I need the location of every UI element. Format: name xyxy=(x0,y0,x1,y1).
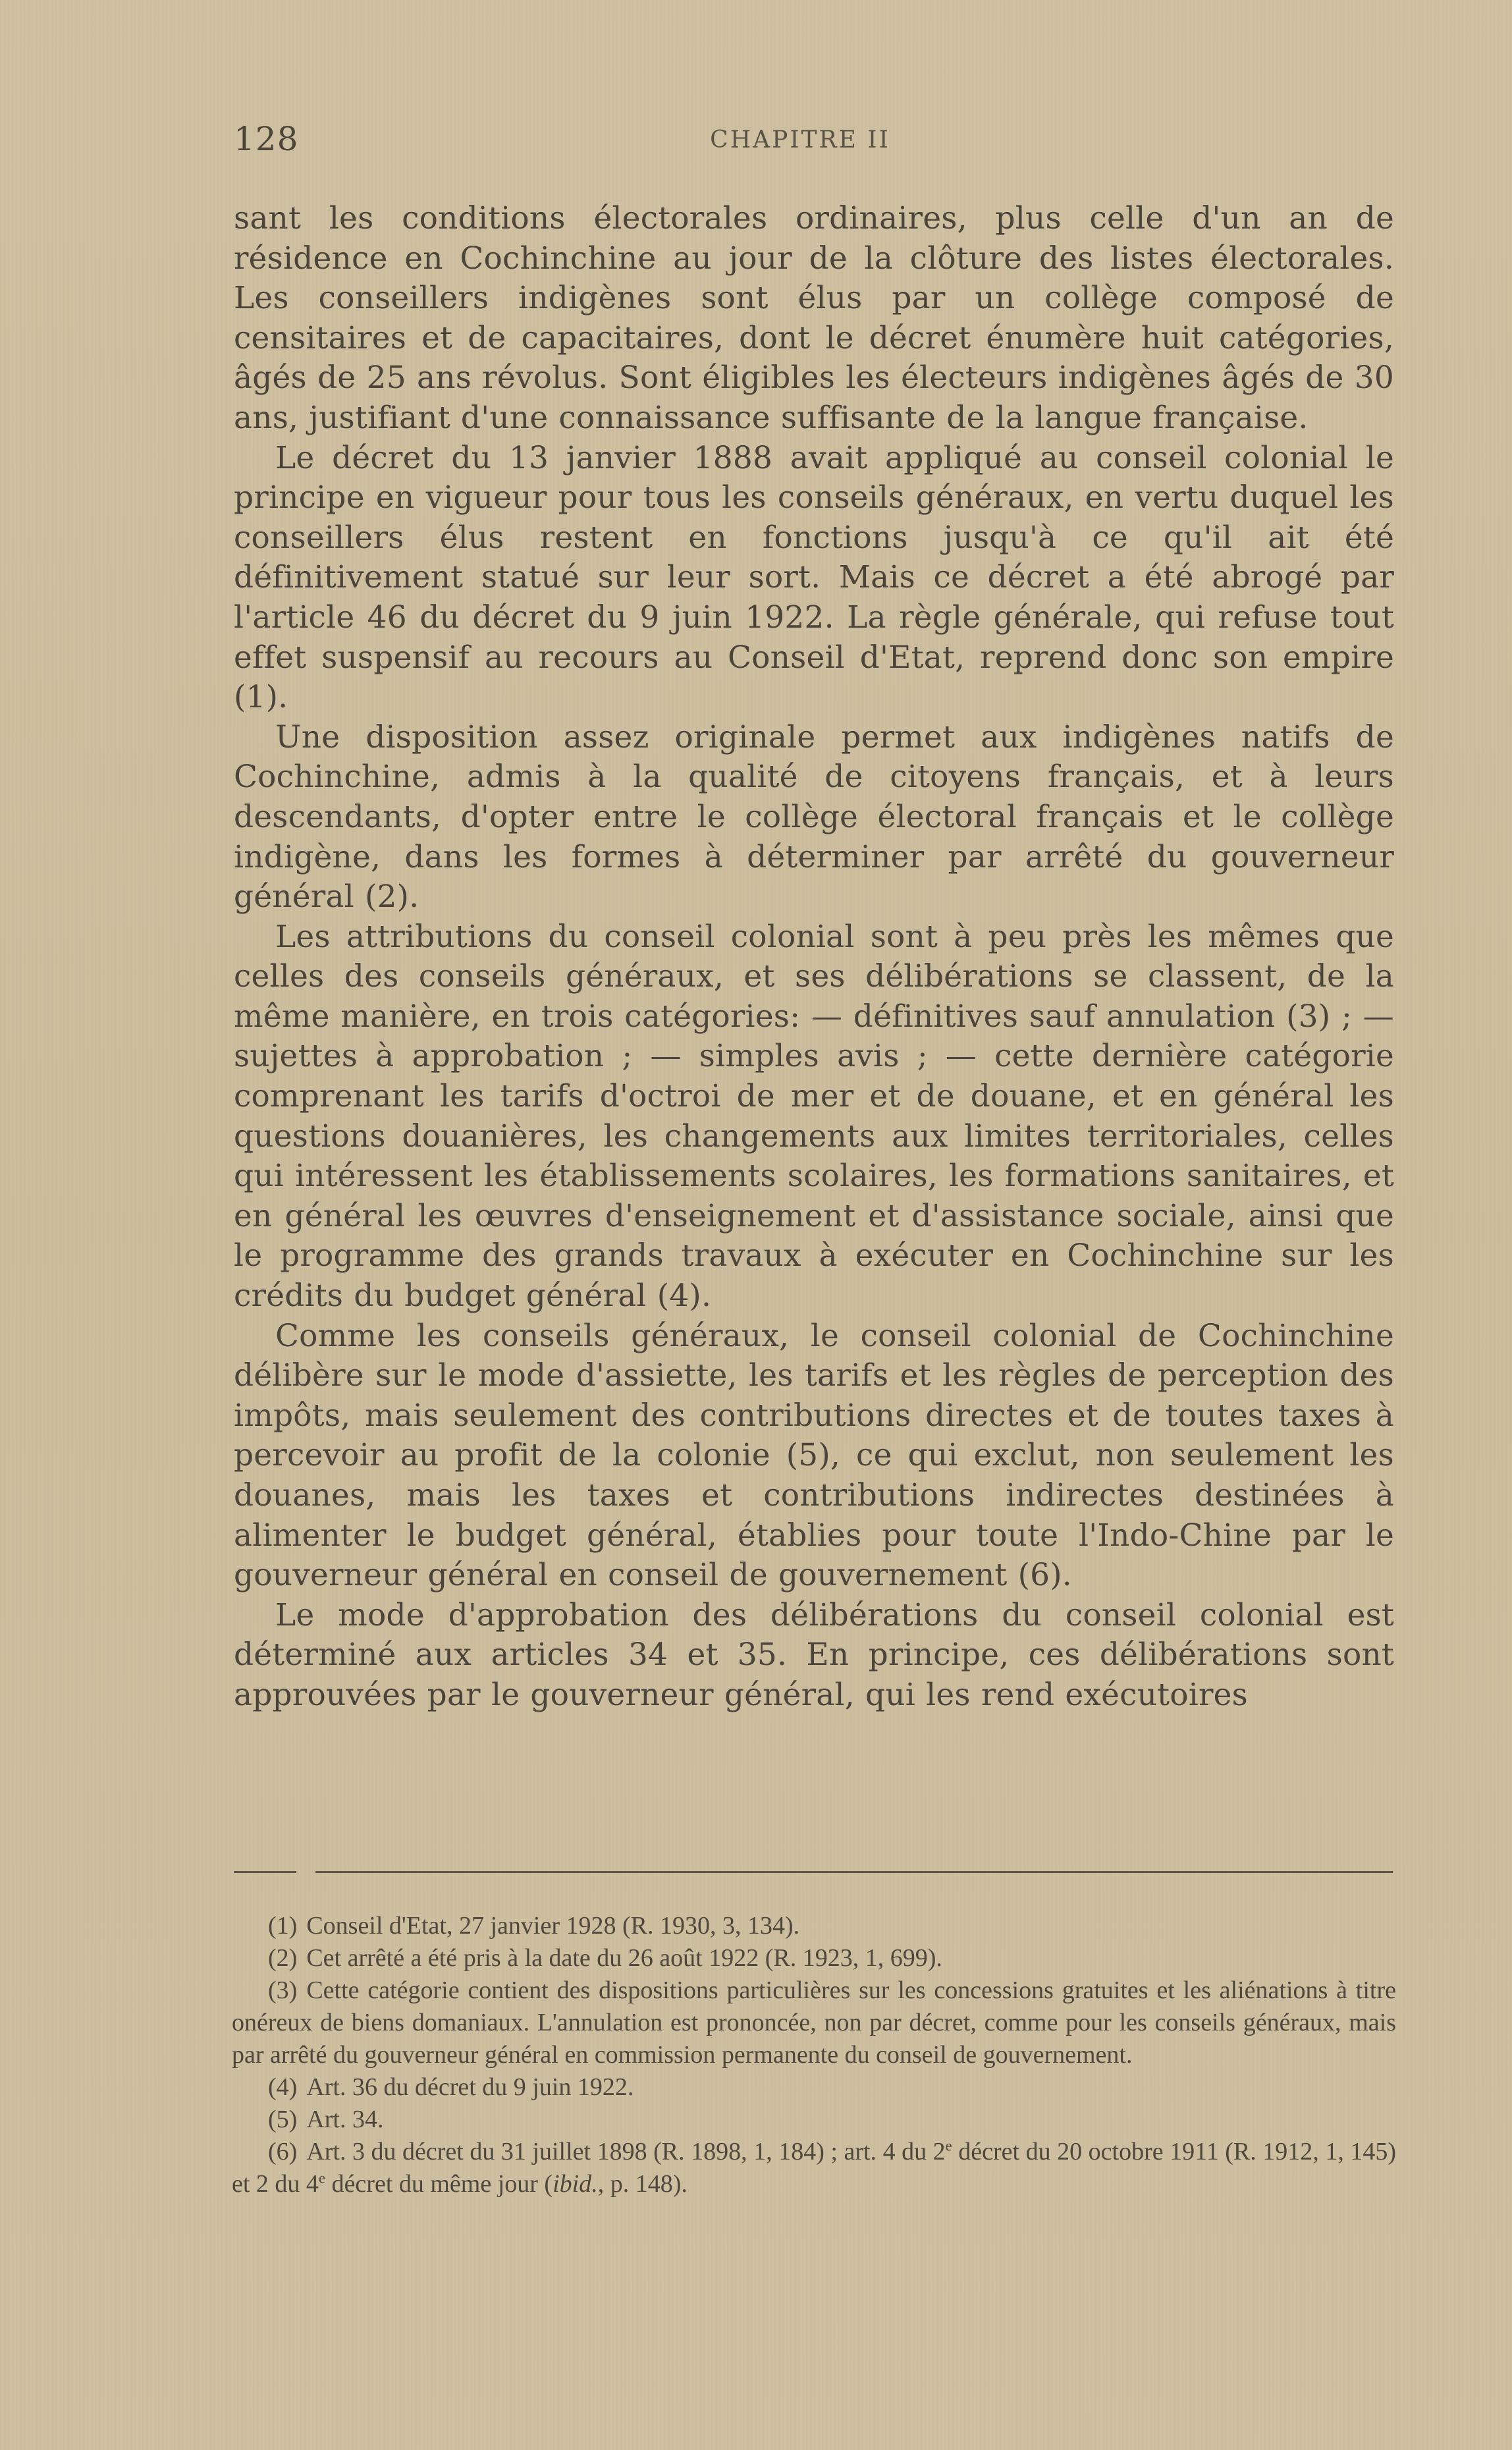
footnote-number: (2) xyxy=(268,1944,298,1972)
paragraph: Les attributions du conseil colonial sont à peu près les mêmes que celles des conseils généraux, et ses délibérations se classent, de la même manière, en trois catégories: — définitives sauf annulation (3) ; — sujettes à approbation ; — simples avis ; — cette dernière catégorie comprenant les tarifs d'octroi de mer et de douane, et en général les questions douanières, les changements aux limites territoriales, celles qui intéressent les établissements scolaires, les formations sanitaires, et en général les œuvres d'enseignement et d'assistance sociale, ainsi que le programme des grands travaux à exécuter en Cochinchine sur les crédits du budget général (4). xyxy=(234,918,1394,1315)
footnote-italic: ibid. xyxy=(553,2170,598,2198)
footnote-number: (1) xyxy=(268,1912,298,1940)
superscript: e xyxy=(318,2169,326,2187)
footnote-text: Art. 36 du décret du 9 juin 1922. xyxy=(306,2073,634,2101)
footnote-6 xyxy=(232,2136,1396,2200)
footnote-number: (5) xyxy=(268,2106,298,2133)
footnote-number: (6) xyxy=(268,2138,298,2165)
footnotes xyxy=(232,1910,1396,2200)
footnote-rule-long xyxy=(315,1871,1393,1873)
footnote-text: Cet arrêté a été pris à la date du 26 août 1922 (R. 1923, 1, 699). xyxy=(306,1944,942,1972)
footnote-3 xyxy=(232,1974,1396,2071)
paragraph: Comme les conseils généraux, le conseil colonial de Cochinchine délibère sur le mode d'assiette, les tarifs et les règles de perception des impôts, mais seulement des contributions directes et de toutes taxes à percevoir au profit de la colonie (5), ce qui exclut, non seulement les douanes, mais les taxes et contributions indirectes destinées à alimenter le budget général, établies pour toute l'Indo-Chine par le gouverneur général en conseil de gouvernement (6). xyxy=(234,1317,1394,1594)
footnote-1 xyxy=(232,1910,1396,1942)
superscript: e xyxy=(945,2137,952,2154)
footnote-number: (3) xyxy=(268,1976,298,2004)
footnote-5 xyxy=(232,2104,1396,2136)
footnote-text-part: , p. 148). xyxy=(597,2170,688,2198)
footnote-text-part: Art. 3 du décret du 31 juillet 1898 (R. 1898, 1, 184) ; art. 4 du 2 xyxy=(306,2138,946,2165)
body-text xyxy=(234,199,1394,1716)
footnote-text: Cette catégorie contient des dispositions particulières sur les concessions gratuites et les aliénations à titre onéreux de biens domaniaux. L'annulation est prononcée, non par décret, comme pour les conseils généraux, mais par arrêté du gouverneur général en commission permanente du conseil de gouvernement. xyxy=(232,1976,1396,2069)
paragraph: Une disposition assez originale permet aux indigènes natifs de Cochinchine, admis à la qualité de citoyens français, et à leurs descendants, d'opter entre le collège électoral français et le collège indigène, dans les formes à déterminer par arrêté du gouverneur général (2). xyxy=(234,719,1394,915)
footnote-4 xyxy=(232,2071,1396,2104)
footnote-text-part: décret du même jour ( xyxy=(325,2170,553,2198)
page-number: 128 xyxy=(234,120,299,158)
paragraph: Le mode d'approbation des délibérations du conseil colonial est déterminé aux articles 34 et 35. En principe, ces délibérations sont approuvées par le gouverneur général, qui les rend exécutoires xyxy=(234,1596,1394,1713)
paragraph: Le décret du 13 janvier 1888 avait appliqué au conseil colonial le principe en vigueur pour tous les conseils généraux, en vertu duquel les conseillers élus restent en fonctions jusqu'à ce qu'il ait été définitivement statué sur leur sort. Mais ce décret a été abrogé par l'article 46 du décret du 9 juin 1922. La règle générale, qui refuse tout effet suspensif au recours au Conseil d'Etat, reprend donc son empire (1). xyxy=(234,439,1394,716)
chapter-title: CHAPITRE II xyxy=(710,126,890,153)
footnote-text: Art. 34. xyxy=(306,2106,384,2133)
paragraph-continued: sant les conditions électorales ordinaires, plus celle d'un an de résidence en Cochinchine au jour de la clôture des listes électorales. Les conseillers indigènes sont élus par un collège composé de censitaires et de capacitaires, dont le décret énumère huit catégories, âgés de 25 ans révolus. Sont éligibles les électeurs indigènes âgés de 30 ans, justifiant d'une connaissance suffisante de la langue française. xyxy=(234,200,1394,436)
footnote-2 xyxy=(232,1942,1396,1974)
footnote-rule-short xyxy=(234,1871,296,1873)
running-head xyxy=(234,120,1393,159)
footnote-text: Conseil d'Etat, 27 janvier 1928 (R. 1930, 3, 134). xyxy=(306,1912,800,1940)
footnote-number: (4) xyxy=(268,2073,298,2101)
footnote-text-part: décret du 20 octobre 1911 (R. 1912, 1, 145) et 2 du 4 xyxy=(232,2138,1396,2198)
